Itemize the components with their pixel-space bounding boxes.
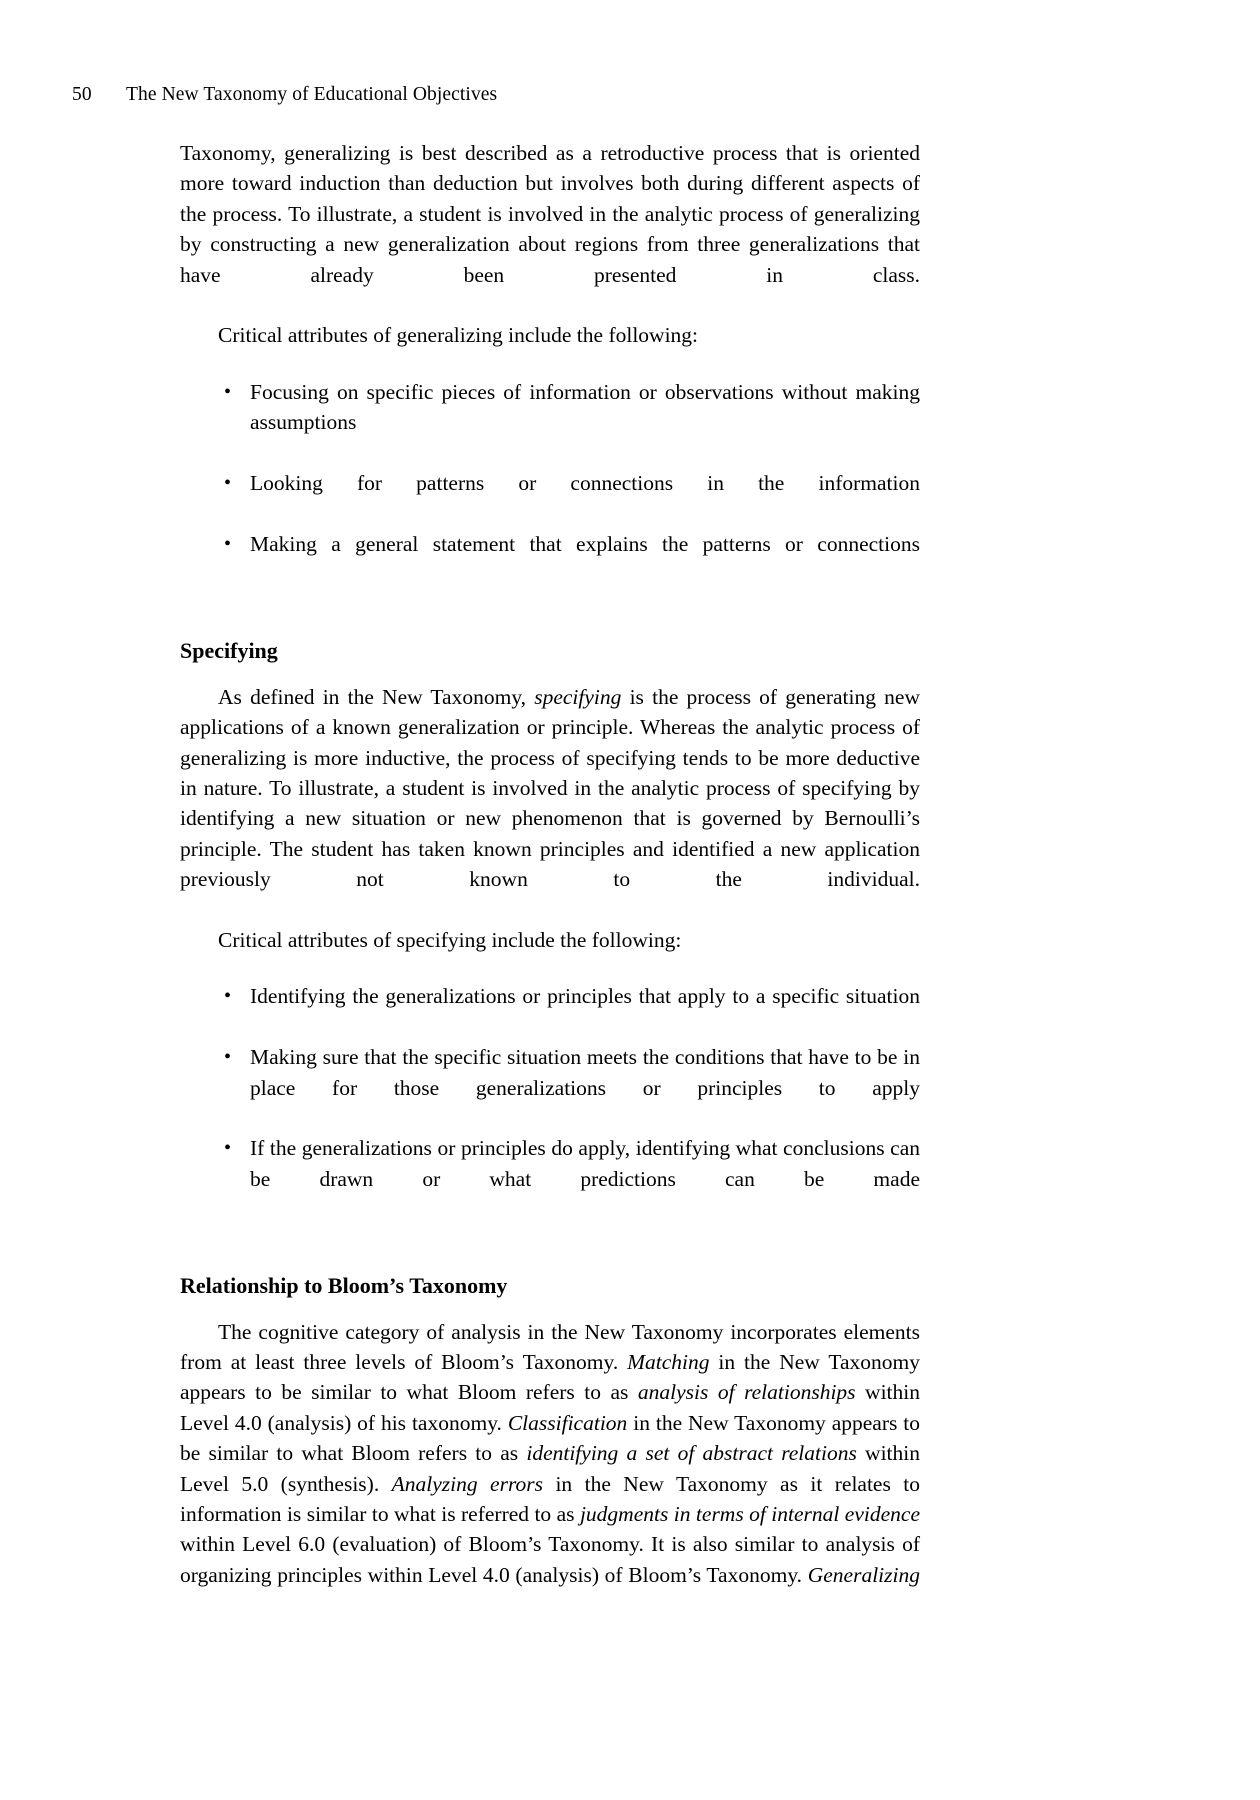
section-heading-relationship: Relationship to Bloom’s Taxonomy <box>180 1272 508 1298</box>
text-run: As defined in the New Taxonomy, <box>218 684 535 709</box>
list-item <box>180 468 920 529</box>
bullet-icon: • <box>224 380 232 403</box>
bullet-icon: • <box>224 472 232 495</box>
paragraph-relationship <box>180 1317 920 1621</box>
spacer <box>180 666 920 682</box>
spacer <box>180 955 920 981</box>
bullet-icon: • <box>224 1137 232 1160</box>
list-item-label: Focusing on specific pieces of information or observations without making assumptions <box>250 379 920 435</box>
emphasis-generalizing: Generalizing <box>807 1562 920 1587</box>
list-item <box>180 377 920 468</box>
bullet-list-specifying <box>180 981 920 1224</box>
page-number: 50 <box>72 84 92 105</box>
section-heading-specifying: Specifying <box>180 637 278 663</box>
list-item <box>180 529 920 590</box>
list-item <box>180 1042 920 1133</box>
text-block <box>180 138 920 1621</box>
spacer <box>180 1301 920 1317</box>
list-item <box>180 1133 920 1224</box>
text-run: in the New Taxonomy as it relates to information is similar to what is referred to as <box>180 1471 920 1527</box>
paragraph-specifying <box>180 682 920 925</box>
emphasis-analysis-of-relationships: analysis of relationships <box>637 1380 856 1405</box>
text-run: within Level 5.0 (synthesis). <box>180 1441 921 1496</box>
running-header <box>72 82 1072 108</box>
list-item-label: If the generalizations or principles do apply, identifying what conclusions can be drawn or what predictions can be made <box>250 1136 920 1191</box>
lead-in-generalizing: Critical attributes of generalizing include the following: <box>218 323 699 348</box>
emphasis-classification: Classification <box>507 1410 628 1435</box>
spacer <box>180 590 920 636</box>
list-item <box>180 981 920 1042</box>
emphasis-analyzing-errors: Analyzing errors <box>391 1471 544 1496</box>
running-title: The New Taxonomy of Educational Objectives <box>126 84 498 105</box>
spacer <box>180 351 920 377</box>
emphasis-matching: Matching <box>627 1350 710 1374</box>
bullet-list-generalizing <box>180 377 920 590</box>
emphasis-judgments-internal-evidence: judgments in terms of internal evidence <box>579 1502 920 1527</box>
text-run: The cognitive category of analysis in the New Taxonomy incorporates elements from at least three levels of Bloom’s Taxonomy. <box>180 1319 920 1374</box>
text-run: is the process of generating new applications of a known generalization or principle. Whereas the analytic process of generalizing is more inductive, the process of specifying tends to be more deductive in nature. To illustrate, a student is involved in the analytic process of specifying by identifying a new situation or new phenomenon that is governed by Bernoulli’s principle. The student has taken known principles and identified a new application previously not known to the individual. <box>180 684 920 892</box>
text-run: within Level 6.0 (evaluation) of Bloom’s Taxonomy. It is also similar to analysis of organizing principles within Level 4.0 (analysis) of Bloom’s Taxonomy. <box>180 1532 920 1587</box>
bullet-icon: • <box>224 532 232 555</box>
text-run: in the New Taxonomy appears to be similar to what Bloom refers to as <box>180 1410 920 1466</box>
bullet-icon: • <box>224 1046 232 1069</box>
list-item-label: Looking for patterns or connections in the information <box>250 471 920 496</box>
emphasis-identifying-abstract-relations: identifying a set of abstract relations <box>526 1441 857 1466</box>
emphasis-specifying: specifying <box>534 684 622 709</box>
list-item-label: Making a general statement that explains the patterns or connections <box>250 531 920 556</box>
paragraph-generalizing-continued: Taxonomy, generalizing is best described as a retroductive process that is oriented more toward induction than deduction but involves both during different aspects of the process. To illustrate, a student is involved in the analytic process of generalizing by constructing a new generalization about regions from three generalizations that have already been presented in class. <box>180 141 920 287</box>
text-run: in the New Taxonomy appears to be similar to what Bloom refers to as <box>180 1350 920 1405</box>
spacer <box>180 1225 920 1271</box>
text-run: within Level 4.0 (analysis) of his taxonomy. <box>180 1380 920 1435</box>
list-item-label: Identifying the generalizations or principles that apply to a specific situation <box>250 984 920 1009</box>
list-item-label: Making sure that the specific situation meets the conditions that have to be in place for those generalizations or principles to apply <box>250 1045 920 1100</box>
lead-in-specifying: Critical attributes of specifying include the following: <box>218 927 682 952</box>
bullet-icon: • <box>224 985 232 1008</box>
